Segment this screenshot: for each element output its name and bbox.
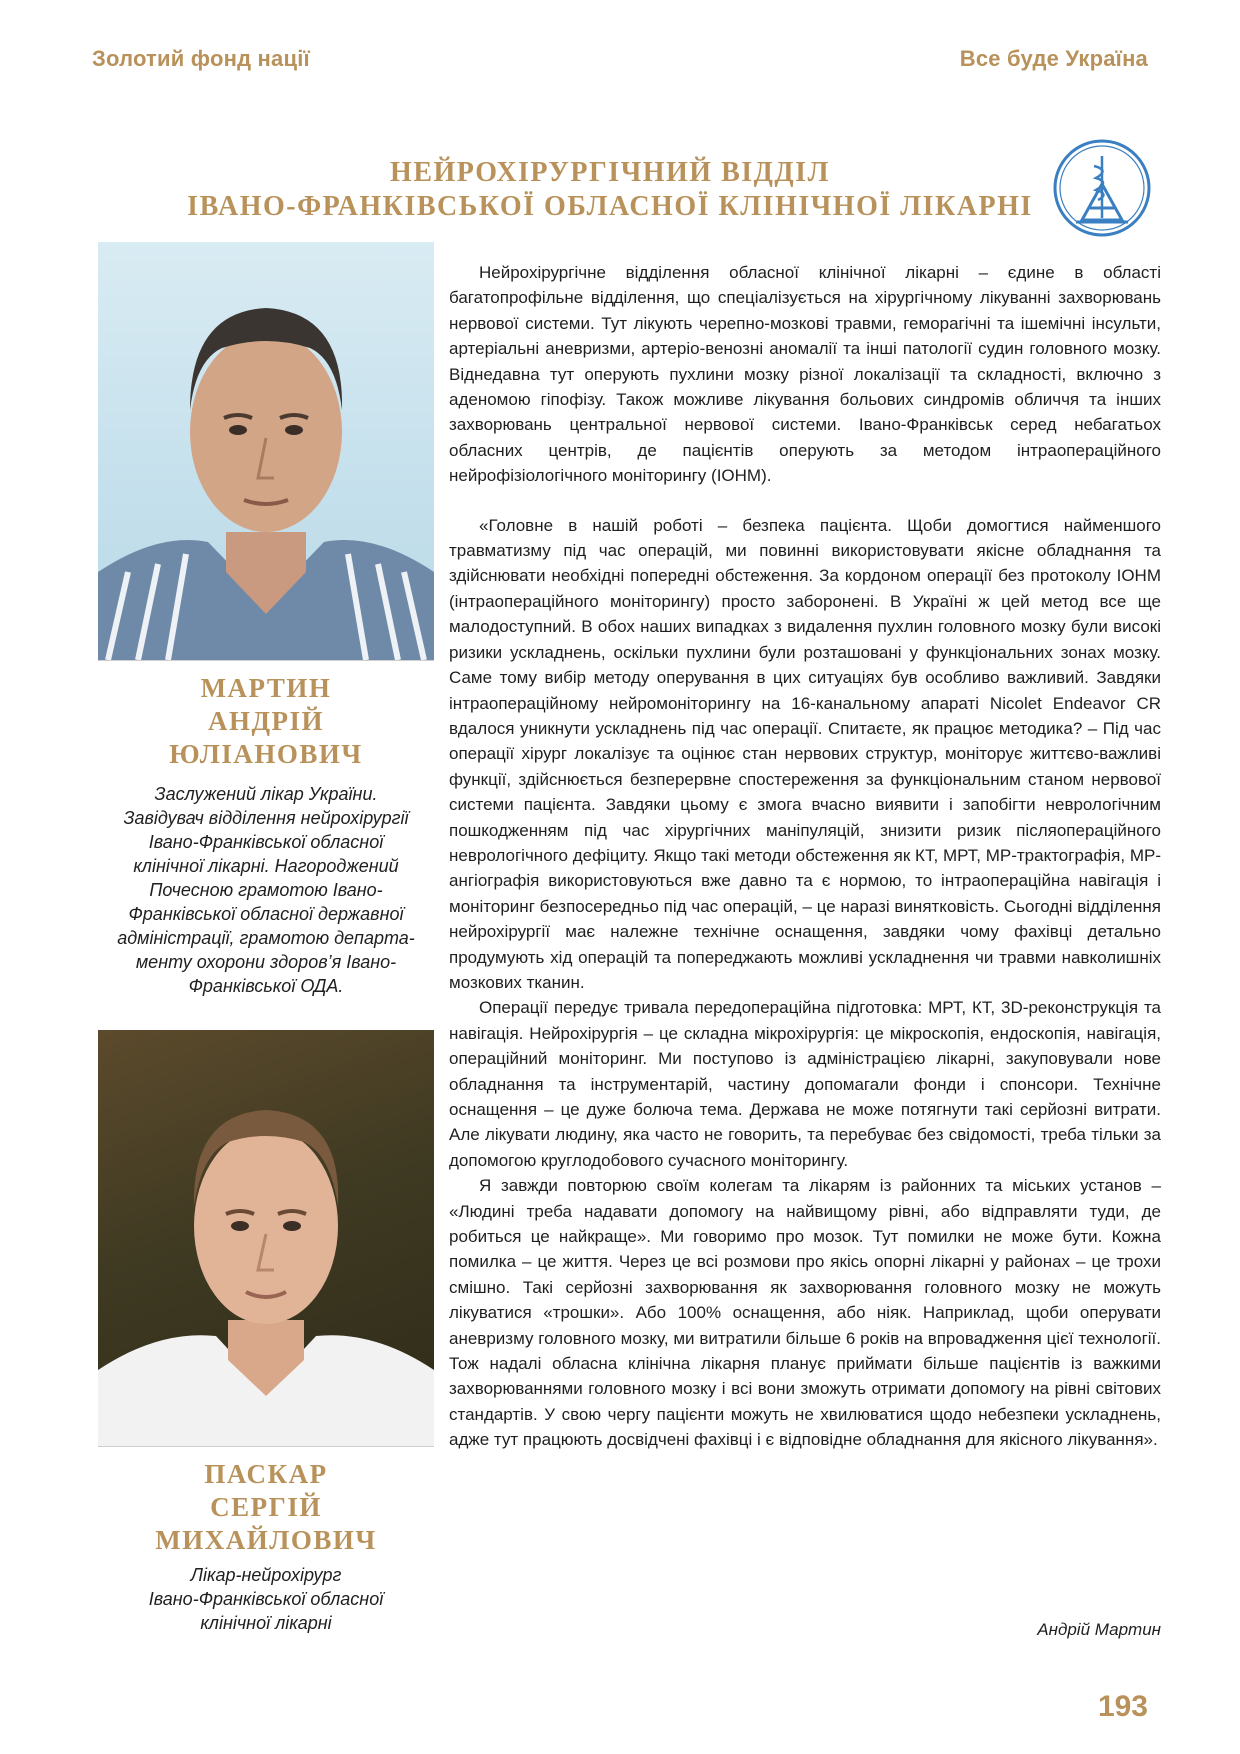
desc-line: клінічної лікарні. Нагороджений [133,856,399,876]
article-paragraph: «Головне в нашій роботі – безпека пацієнта. Щоби домогтися найменшого травматизму під час операцій, ми повинні використовувати якісне обладнання та здійснювати необхідні попередні обстеження. За кордоном операції без протоколу ІОНМ (інтраопераційного моніторингу) просто заборонені. В Україні ж цей метод все ще малодоступний. В обох наших випадках з видалення пухлин головного мозку були високі ризики ускладнень, оскільки пухлини були розташовані у функціональних зонах мозку. Саме тому вибір методу оперування в цих ситуаціях був особливо важливий. Завдяки інтраопераційному нейромоніторингу на 16-канальному апараті Nicolet Endeavor CR вдалося уникнути ускладнень під час операції. Спитаєте, як працює методика? – Під час операції хірург локалізує та оцінює стан нервових структур, моніторує життєво-важливі функції, здійснюється безперервне спостереження за функціональним станом нервової системи пацієнта. Завдяки цьому є змога вчасно виявити і запобігти неврологічним пошкодженням під час хірургічних маніпуляцій, знизити ризик післяопераційного неврологічного дефіциту. Якщо такі методи обстеження як КТ, МРТ, МР-трактографія, МР-ангіографія використовуються вже давно та є нормою, то інтраопераційна навігація і моніторинг безпосередньо під час операцій, – це наразі винятковість. Сьогодні відділення нейрохірургії має належне технічне оснащення, завдяки чому фахівці детально продумують хід операцій та попереджають можливі ускладнення чи травми навколишніх мозкових тканин. [449,515,1161,992]
desc-line: Івано-Франківської обласної [148,832,384,852]
title-line-2: ІВАНО-ФРАНКІВСЬКОЇ ОБЛАСНОЇ КЛІНІЧНОЇ ЛІКАРНІ [187,191,1033,222]
desc-line: Івано-Франківської обласної [148,1589,384,1609]
desc-line: адміністрації, грамотою департа- [117,928,415,948]
surname: ПАСКАР [204,1459,328,1489]
desc-line: менту охорони здоров’я Івано- [135,952,397,972]
hospital-emblem-icon [1052,138,1152,238]
article-paragraph: Операції передує тривала передопераційна підготовка: МРТ, КТ, 3D-реконструкція та навігація. Нейрохірургія – це складна мікрохірургія: це мікроскопія, ендоскопія, навігація, операційний моніторинг. Ми поступово із адміністрацією лікарні, закуповували нове обладнання та інструментарій, частину допомагали фонди і спонсори. Технічне оснащення – це дуже болюча тема. Держава не може потягнути такі серйозні витрати. Але лікувати людину, яка часто не говорить, та перебуває без свідомості, треба тільки за допомогою круглодобового сучасного моніторингу. [449,998,1161,1170]
desc-line: Почесною грамотою Івано- [149,880,383,900]
portrait-photo-martyn [98,242,434,661]
page-title [160,156,1060,224]
article-paragraph: Нейрохірургічне відділення обласної клінічної лікарні – єдине в області багатопрофільне відділення, що спеціалізується на хірургічному лікуванні захворювань нервової системи. Тут лікують черепно-мозкові травми, геморагічні та ішемічні інсульти, артеріальні аневризми, артеріо-венозні аномалії та інші патології судин головного мозку. Віднедавна тут оперують пухлини мозку різної локалізації та складності, включно з аденомою гіпофізу. Також можливе лікування больових синдромів обличчя та інших захворювань центральної нервової системи. Івано-Франківськ серед небагатьох обласних центрів, де пацієнтів оперують за методом інтраопераційного нейрофізіологічного моніторингу (ІОНМ). [449,263,1161,486]
first-name: СЕРГІЙ [210,1492,322,1522]
desc-line: Франківської обласної державної [128,904,404,924]
desc-line: Лікар-нейрохірург [190,1565,342,1585]
person-description-paskar [98,1563,434,1635]
person-name-martyn [98,672,434,771]
article-signature: Андрій Мартин [1037,1620,1161,1639]
surname: МАРТИН [200,673,332,703]
patronymic: ЮЛІАНОВИЧ [169,739,363,769]
person-name-paskar [98,1458,434,1557]
portrait-photo-paskar [98,1030,434,1447]
page-number: 193 [1097,1690,1148,1723]
article-paragraph: Я завжди повторюю своїм колегам та лікарям із районних та міських установ – «Людині треба надавати допомогу на найвищому рівні, або відправляти туди, де робиться це найкраще». Ми говоримо про мозок. Тут помилки не може бути. Кожна помилка – це життя. Через це всі розмови про якісь опорні лікарні у районах – це трохи смішно. Такі серйозні захворювання як захворювання головного мозку не можуть лікуватися «трошки». Або 100% оснащення, або ніяк. Наприклад, щоби оперувати аневризму головного мозку, ми витратили більше 6 років на впровадження цієї технології. Тож надалі обласна клінічна лікарня планує приймати більше пацієнтів із важкими захворюваннями головного мозку і всі вони зможуть отримати допомогу на рівні світових стандартів. У свою чергу пацієнти можуть не хвилюватися щодо небезпеки ускладнень, адже тут працюють досвідчені фахівці і є відповідне обладнання для якісного лікування». [449,1176,1161,1450]
running-header-right: Все буде Україна [959,46,1148,71]
patronymic: МИХАЙЛОВИЧ [155,1525,377,1555]
first-name: АНДРІЙ [207,706,325,736]
desc-line: Завідувач відділення нейрохірургії [123,808,409,828]
desc-line: Франківської ОДА. [188,976,344,996]
running-header-left: Золотий фонд нації [92,46,310,71]
desc-line: клінічної лікарні [200,1613,332,1633]
article-body [449,260,1161,1453]
title-line-1: НЕЙРОХІРУРГІЧНИЙ ВІДДІЛ [390,157,830,188]
desc-line: Заслужений лікар України. [154,784,378,804]
person-description-martyn [98,782,434,998]
